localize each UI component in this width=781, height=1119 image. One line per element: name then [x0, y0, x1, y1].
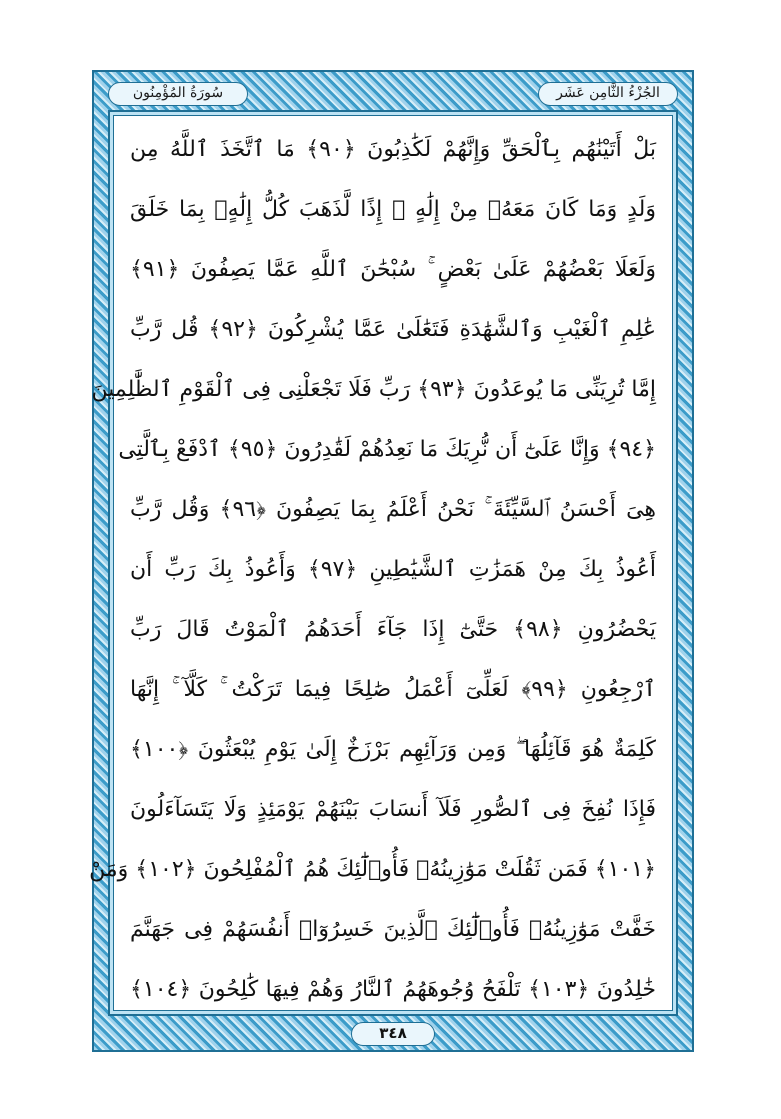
verse-line: ﴿١٠١﴾ فَمَن ثَقُلَتْ مَوَٰزِينُهُۥ فَأُو۟لَٰٓئِكَ هُمُ ٱلْمُفْلِحُونَ ﴿١٠٢﴾ وَمَنْ: [89, 857, 656, 882]
verse-line: عَٰلِمِ ٱلْغَيْبِ وَٱلشَّهَٰدَةِ فَتَعَٰلَىٰ عَمَّا يُشْرِكُونَ ﴿٩٢﴾ قُل رَّبِّ: [130, 317, 656, 342]
page-number: ٣٤٨: [351, 1022, 435, 1046]
verse-line: خَفَّتْ مَوَٰزِينُهُۥ فَأُو۟لَٰٓئِكَ ٱلَّذِينَ خَسِرُوٓا۟ أَنفُسَهُمْ فِى جَهَنَّمَ: [130, 917, 656, 942]
verse-line: أَعُوذُ بِكَ مِنْ هَمَزَٰتِ ٱلشَّيَٰطِينِ ﴿٩٧﴾ وَأَعُوذُ بِكَ رَبِّ أَن: [130, 557, 657, 582]
juz-label: الجُزْءُ الثَّامِن عَشَر: [538, 82, 678, 106]
verse-lines: [89, 120, 657, 1004]
verse-line: خَٰلِدُونَ ﴿١٠٣﴾ تَلْفَحُ وُجُوهَهُمُ ٱلنَّارُ وَهُمْ فِيهَا كَٰلِحُونَ ﴿١٠٤﴾: [130, 977, 656, 1002]
verse-line: ٱرْجِعُونِ ﴿٩٩﴾ لَعَلِّىٓ أَعْمَلُ صَٰلِحًا فِيمَا تَرَكْتُ ۚ كَلَّآ ۚ إِنَّهَا: [130, 677, 657, 702]
verse-line: وَلَعَلَا بَعْضُهُمْ عَلَىٰ بَعْضٍ ۚ سُبْحَٰنَ ٱللَّهِ عَمَّا يَصِفُونَ ﴿٩١﴾: [130, 257, 656, 282]
surah-label: سُورَةُ المُؤْمِنُون: [108, 82, 248, 106]
verse-line: كَلِمَةٌ هُوَ قَآئِلُهَا ۖ وَمِن وَرَآئِهِم بَرْزَخٌ إِلَىٰ يَوْمِ يُبْعَثُونَ ﴿١٠٠﴾: [130, 737, 656, 762]
verse-line: بَلْ أَتَيْنَٰهُم بِٱلْحَقِّ وَإِنَّهُمْ لَكَٰذِبُونَ ﴿٩٠﴾ مَا ٱتَّخَذَ ٱللَّهُ مِن: [130, 137, 657, 162]
text-area: [89, 110, 678, 1016]
verse-line: إِمَّا تُرِيَنِّى مَا يُوعَدُونَ ﴿٩٣﴾ رَبِّ فَلَا تَجْعَلْنِى فِى ٱلْقَوْمِ ٱلظَّٰلِمِينَ: [91, 377, 656, 402]
verse-line: ﴿٩٤﴾ وَإِنَّا عَلَىٰٓ أَن نُّرِيَكَ مَا نَعِدُهُمْ لَقَٰدِرُونَ ﴿٩٥﴾ ٱدْفَعْ بِٱلَّتِى: [118, 437, 656, 462]
verse-line: فَإِذَا نُفِخَ فِى ٱلصُّورِ فَلَآ أَنسَابَ بَيْنَهُمْ يَوْمَئِذٍ وَلَا يَتَسَآءَلُونَ: [130, 797, 656, 822]
verse-line: هِىَ أَحْسَنُ ٱلسَّيِّئَةَ ۚ نَحْنُ أَعْلَمُ بِمَا يَصِفُونَ ﴿٩٦﴾ وَقُل رَّبِّ: [130, 497, 657, 522]
verse-line: وَلَدٍ وَمَا كَانَ مَعَهُۥ مِنْ إِلَٰهٍ ۚ إِذًا لَّذَهَبَ كُلُّ إِلَٰهٍۭ بِمَا خَلَقَ: [130, 197, 656, 222]
page-frame: [89, 70, 694, 1052]
verse-line: يَحْضُرُونِ ﴿٩٨﴾ حَتَّىٰٓ إِذَا جَآءَ أَحَدَهُمُ ٱلْمَوْتُ قَالَ رَبِّ: [130, 617, 656, 642]
